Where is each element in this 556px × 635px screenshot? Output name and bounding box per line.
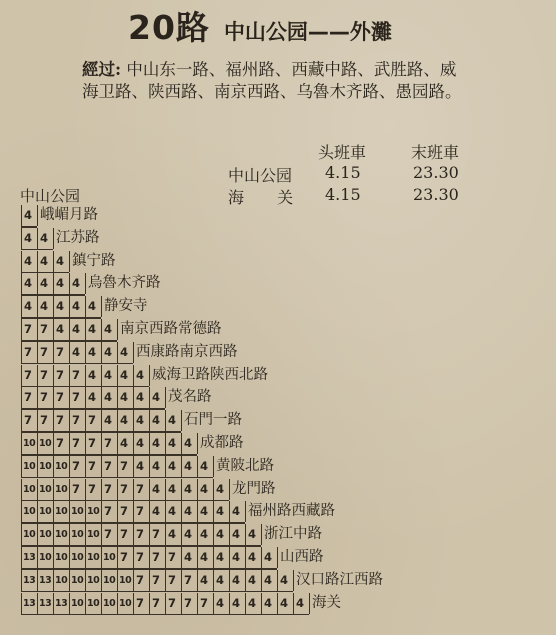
fare-cell: 4 (21, 228, 37, 249)
fare-cell: 10 (37, 433, 53, 454)
fare-cell: 10 (69, 524, 85, 545)
fare-cell: 4 (181, 456, 197, 477)
fare-cell: 4 (149, 456, 165, 477)
fare-cell: 4 (149, 501, 165, 522)
schedule-stop: 中山公园 (228, 166, 293, 185)
fare-cell: 7 (85, 479, 101, 500)
fare-stop-name: 峨嵋月路 (37, 205, 98, 226)
fare-cell: 4 (37, 296, 53, 317)
fare-cell: 7 (149, 524, 165, 545)
fare-cell: 10 (101, 570, 117, 591)
fare-cell: 7 (21, 342, 37, 363)
fare-cell: 7 (69, 410, 85, 431)
fare-cell: 7 (117, 501, 133, 522)
fare-cell: 10 (21, 479, 37, 500)
fare-cell: 4 (293, 593, 309, 614)
fare-cell: 7 (133, 593, 149, 614)
fare-cell: 4 (165, 501, 181, 522)
schedule-last-time: 23.30 (413, 163, 459, 182)
fare-cell: 4 (213, 593, 229, 614)
fare-cell: 4 (165, 479, 181, 500)
fare-cell: 7 (165, 570, 181, 591)
fare-cell: 4 (197, 501, 213, 522)
fare-cell: 10 (69, 570, 85, 591)
fare-stop-name: 静安寺 (101, 296, 148, 317)
fare-cell: 7 (165, 593, 181, 614)
fare-cell: 10 (53, 479, 69, 500)
route-number: 20路 (128, 8, 210, 47)
fare-cell: 4 (213, 479, 229, 500)
fare-origin-stop: 中山公园 (20, 187, 81, 205)
fare-cell: 13 (53, 593, 69, 614)
fare-stop-name: 山西路 (277, 547, 324, 568)
fare-cell: 10 (37, 501, 53, 522)
fare-cell: 4 (197, 547, 213, 568)
fare-cell: 4 (85, 319, 101, 340)
fare-cell: 4 (197, 456, 213, 477)
fare-cell: 7 (133, 501, 149, 522)
fare-cell: 7 (117, 479, 133, 500)
schedule-first-time: 4.15 (325, 185, 361, 204)
fare-cell: 7 (53, 342, 69, 363)
fare-cell: 10 (53, 456, 69, 477)
fare-cell: 4 (165, 456, 181, 477)
fare-cell: 4 (21, 205, 37, 226)
fare-cell: 4 (21, 251, 37, 272)
fare-cell: 10 (53, 547, 69, 568)
fare-stop-name: 西康路南京西路 (133, 342, 238, 363)
fare-cell: 4 (53, 273, 69, 294)
first-bus-header: 头班車 (318, 143, 367, 162)
fare-cell: 4 (69, 296, 85, 317)
fare-stop-name: 南京西路常德路 (117, 319, 222, 340)
fare-cell: 4 (229, 593, 245, 614)
fare-cell: 10 (85, 547, 101, 568)
fare-stop-name: 龙門路 (229, 479, 276, 500)
fare-cell: 4 (245, 570, 261, 591)
via-label: 經过: (82, 60, 122, 79)
fare-cell: 7 (53, 433, 69, 454)
fare-cell: 7 (37, 387, 53, 408)
fare-cell: 7 (181, 570, 197, 591)
fare-cell: 4 (53, 296, 69, 317)
fare-cell: 7 (69, 456, 85, 477)
fare-cell: 4 (229, 570, 245, 591)
fare-cell: 4 (197, 524, 213, 545)
fare-cell: 7 (149, 570, 165, 591)
fare-cell: 7 (37, 365, 53, 386)
fare-cell: 4 (165, 524, 181, 545)
fare-cell: 13 (21, 570, 37, 591)
fare-stop-name: 江苏路 (53, 228, 100, 249)
fare-cell: 4 (261, 570, 277, 591)
fare-cell: 7 (117, 456, 133, 477)
fare-cell: 7 (101, 524, 117, 545)
fare-stop-name: 石門一路 (181, 410, 242, 431)
fare-cell: 10 (85, 524, 101, 545)
via-streets: 中山东一路、福州路、西藏中路、武胜路、威海卫路、陕西路、南京西路、乌魯木齐路、愚园路。 (82, 60, 462, 101)
fare-cell: 4 (181, 501, 197, 522)
fare-cell: 7 (85, 410, 101, 431)
fare-cell: 10 (53, 524, 69, 545)
fare-cell: 4 (101, 319, 117, 340)
fare-cell: 4 (133, 387, 149, 408)
fare-cell: 4 (149, 410, 165, 431)
fare-cell: 10 (117, 570, 133, 591)
fare-stop-name: 黄陂北路 (213, 456, 274, 477)
fare-cell: 4 (117, 410, 133, 431)
fare-stop-name: 汉口路江西路 (293, 570, 383, 591)
fare-cell: 7 (133, 570, 149, 591)
fare-cell: 10 (53, 501, 69, 522)
fare-stop-name: 烏魯木齐路 (85, 273, 161, 294)
fare-cell: 4 (197, 570, 213, 591)
fare-cell: 10 (85, 501, 101, 522)
fare-cell: 4 (229, 501, 245, 522)
fare-cell: 4 (85, 296, 101, 317)
fare-cell: 7 (133, 547, 149, 568)
fare-cell: 4 (69, 342, 85, 363)
fare-cell: 4 (277, 570, 293, 591)
schedule-first-time: 4.15 (325, 163, 361, 182)
fare-cell: 7 (197, 593, 213, 614)
fare-cell: 4 (21, 273, 37, 294)
fare-cell: 4 (261, 593, 277, 614)
fare-cell: 7 (53, 387, 69, 408)
fare-stop-name: 威海卫路陕西北路 (149, 365, 268, 386)
fare-cell: 4 (117, 433, 133, 454)
fare-cell: 4 (197, 479, 213, 500)
fare-cell: 7 (53, 365, 69, 386)
fare-cell: 4 (21, 296, 37, 317)
fare-cell: 4 (101, 410, 117, 431)
fare-cell: 4 (133, 456, 149, 477)
fare-cell: 10 (21, 456, 37, 477)
fare-cell: 7 (69, 479, 85, 500)
route-via (82, 59, 472, 103)
fare-cell: 4 (69, 273, 85, 294)
fare-cell: 4 (181, 433, 197, 454)
fare-stop-name: 浙江中路 (261, 524, 322, 545)
fare-cell: 4 (213, 501, 229, 522)
fare-cell: 7 (181, 593, 197, 614)
fare-cell: 4 (181, 547, 197, 568)
fare-cell: 7 (117, 524, 133, 545)
fare-cell: 7 (133, 524, 149, 545)
fare-cell: 4 (213, 547, 229, 568)
fare-cell: 7 (101, 501, 117, 522)
fare-cell: 7 (21, 410, 37, 431)
fare-cell: 4 (245, 593, 261, 614)
fare-cell: 4 (213, 570, 229, 591)
route-endpoints: 中山公园——外灘 (223, 20, 392, 44)
fare-cell: 4 (165, 410, 181, 431)
fare-cell: 10 (69, 593, 85, 614)
fare-cell: 10 (117, 593, 133, 614)
fare-cell: 4 (85, 342, 101, 363)
last-bus-header: 末班車 (411, 143, 460, 162)
fare-cell: 4 (181, 524, 197, 545)
fare-cell: 4 (53, 251, 69, 272)
fare-cell: 10 (85, 593, 101, 614)
fare-cell: 7 (85, 456, 101, 477)
fare-stop-name: 海关 (309, 593, 341, 614)
fare-cell: 10 (53, 570, 69, 591)
fare-cell: 7 (69, 387, 85, 408)
schedule-stop: 海 关 (228, 188, 308, 207)
fare-cell: 4 (53, 319, 69, 340)
fare-cell: 7 (21, 387, 37, 408)
fare-cell: 10 (69, 501, 85, 522)
fare-cell: 10 (101, 547, 117, 568)
fare-cell: 4 (133, 433, 149, 454)
fare-cell: 4 (245, 547, 261, 568)
fare-cell: 10 (101, 593, 117, 614)
fare-cell: 4 (229, 547, 245, 568)
fare-cell: 7 (37, 342, 53, 363)
fare-cell: 10 (21, 524, 37, 545)
fare-cell: 7 (21, 365, 37, 386)
fare-cell: 7 (149, 593, 165, 614)
fare-cell: 7 (85, 433, 101, 454)
fare-cell: 7 (101, 433, 117, 454)
fare-cell: 4 (37, 251, 53, 272)
fare-cell: 7 (37, 319, 53, 340)
fare-cell: 10 (37, 456, 53, 477)
fare-cell: 4 (101, 365, 117, 386)
fare-cell: 4 (85, 387, 101, 408)
fare-cell: 4 (101, 342, 117, 363)
fare-cell: 4 (149, 479, 165, 500)
fare-cell: 10 (21, 433, 37, 454)
fare-cell: 4 (101, 387, 117, 408)
fare-cell: 4 (229, 524, 245, 545)
fare-cell: 13 (37, 570, 53, 591)
fare-cell: 7 (53, 410, 69, 431)
fare-cell: 10 (69, 547, 85, 568)
fare-cell: 4 (69, 319, 85, 340)
fare-cell: 7 (37, 410, 53, 431)
fare-cell: 4 (37, 273, 53, 294)
fare-cell: 10 (21, 501, 37, 522)
fare-cell: 4 (133, 365, 149, 386)
fare-cell: 4 (149, 433, 165, 454)
fare-cell: 10 (37, 547, 53, 568)
fare-cell: 7 (165, 547, 181, 568)
fare-stop-name: 茂名路 (165, 387, 212, 408)
fare-stop-name: 成都路 (197, 433, 244, 454)
route-title (128, 2, 392, 46)
fare-cell: 13 (21, 547, 37, 568)
fare-cell: 4 (37, 228, 53, 249)
fare-cell: 4 (213, 524, 229, 545)
fare-stop-name: 福州路西藏路 (245, 501, 335, 522)
fare-cell: 4 (117, 365, 133, 386)
fare-cell: 7 (149, 547, 165, 568)
fare-cell: 4 (133, 410, 149, 431)
fare-cell: 4 (85, 365, 101, 386)
fare-cell: 7 (69, 433, 85, 454)
fare-cell: 4 (165, 433, 181, 454)
fare-cell: 7 (21, 319, 37, 340)
fare-cell: 4 (149, 387, 165, 408)
fare-cell: 10 (37, 479, 53, 500)
fare-cell: 4 (117, 342, 133, 363)
fare-cell: 10 (85, 570, 101, 591)
fare-cell: 7 (101, 479, 117, 500)
fare-stop-name: 鎮宁路 (69, 251, 116, 272)
fare-cell: 4 (181, 479, 197, 500)
fare-cell: 13 (21, 593, 37, 614)
fare-cell: 7 (133, 479, 149, 500)
fare-row-divider (21, 614, 309, 616)
fare-cell: 10 (37, 524, 53, 545)
schedule-last-time: 23.30 (413, 185, 459, 204)
fare-cell: 4 (245, 524, 261, 545)
fare-cell: 4 (261, 547, 277, 568)
fare-cell: 13 (37, 593, 53, 614)
fare-cell: 4 (117, 387, 133, 408)
fare-cell: 7 (69, 365, 85, 386)
fare-cell: 7 (117, 547, 133, 568)
fare-cell: 7 (101, 456, 117, 477)
fare-cell: 4 (277, 593, 293, 614)
